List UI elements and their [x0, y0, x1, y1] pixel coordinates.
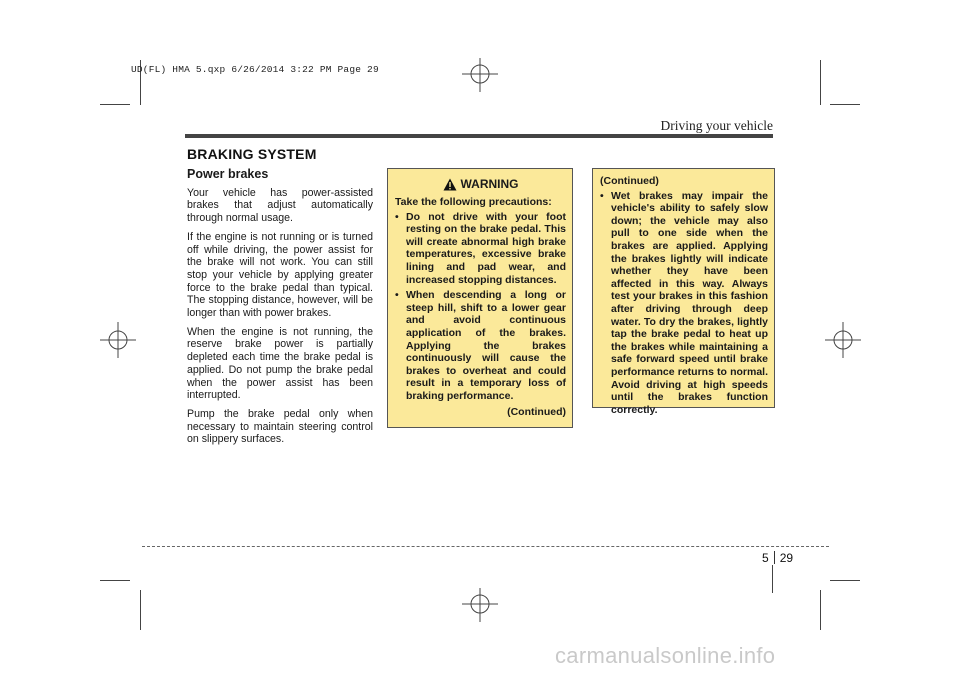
warning-list: [600, 190, 768, 417]
paragraph: When the engine is not running, the reserve brake power is partially depleted each time the brake pedal is applied. Do not pump the brake pedal when the power assist has been interrupted.: [187, 325, 373, 402]
warning-list: [395, 211, 566, 403]
paragraph: If the engine is not running or is turned off while driving, the power assist for the brake will not work. You can still stop your vehicle by applying greater force to the brake pedal than typical. The stopping distance, however, will be longer than with power brakes.: [187, 230, 373, 320]
running-header: Driving your vehicle: [660, 118, 773, 133]
header-rule: [185, 134, 773, 138]
print-slug: UD(FL) HMA 5.qxp 6/26/2014 3:22 PM Page 29: [131, 64, 379, 75]
continued-label: (Continued): [507, 405, 566, 418]
warning-continued-box: [592, 168, 775, 416]
continued-label: (Continued): [600, 175, 659, 187]
list-item: • When descending a long or steep hill, shift to a lower gear and avoid continuous application of the brakes. Applying the brakes continuously will cause the brakes to overheat and could result in a temporary loss of braking performance.: [395, 289, 566, 402]
chapter-number: 5: [762, 551, 769, 565]
list-item: • Do not drive with your foot resting on the brake pedal. This will create abnormal high brake temperatures, excessive brake lining and pad wear, and increased stopping distances.: [395, 211, 566, 287]
power-brakes-column: [187, 168, 373, 452]
paragraph: Your vehicle has power-assisted brakes that adjust automatically through normal usage.: [187, 186, 373, 225]
warning-intro: Take the following precautions:: [395, 196, 552, 208]
footer-dashed-rule: [142, 546, 829, 547]
paragraph: Pump the brake pedal only when necessary to maintain steering control on slippery surfaces.: [187, 407, 373, 446]
section-title: BRAKING SYSTEM: [187, 146, 317, 162]
page-number: [762, 551, 793, 565]
power-brakes-heading: Power brakes: [187, 167, 269, 181]
page-number-divider: [774, 551, 775, 564]
warning-title: WARNING: [460, 177, 519, 192]
watermark: carmanualsonline.info: [555, 643, 776, 668]
list-item: • Wet brakes may impair the vehicle's ability to safely slow down; the vehicle may also pull to one side when the brakes are applied. Applying the brakes lightly will indicate whether they have been affected in this way. Always test your brakes in this fashion after driving through deep water. To dry the brakes, lightly tap the brake pedal to heat up the brakes while maintaining a safe forward speed until brake performance returns to normal. Avoid driving at high speeds until the brakes function correctly.: [600, 190, 768, 417]
warning-header: [395, 178, 566, 191]
page-number-value: 29: [779, 551, 794, 565]
warning-triangle-icon: [443, 178, 457, 191]
warning-box: [387, 168, 573, 428]
